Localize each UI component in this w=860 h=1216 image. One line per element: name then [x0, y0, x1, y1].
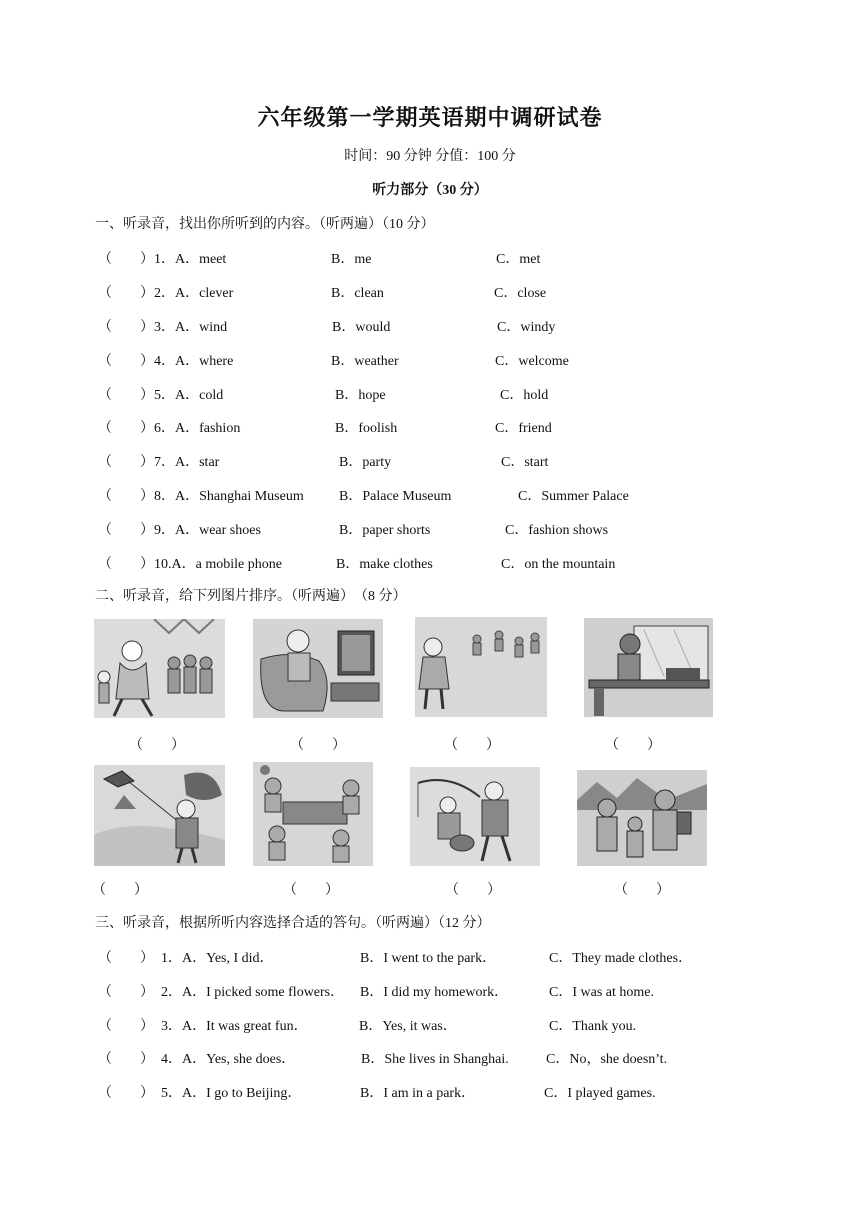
option-c: C．close: [494, 286, 547, 301]
exam-subtitle: 时间：90 分钟 分值：100 分: [344, 149, 516, 164]
answer-paren[interactable]: （ ）: [614, 883, 670, 898]
exam-title: 六年级第一学期英语期中调研试卷: [257, 105, 603, 130]
answer-paren[interactable]: （ ）: [290, 738, 346, 753]
row-number-option-a: （ ）8．A．Shanghai Museum: [98, 489, 304, 504]
listening-part-heading: 听力部分（30 分）: [372, 183, 488, 198]
option-c: C．I played games.: [544, 1086, 656, 1101]
option-c: C．friend: [495, 421, 552, 436]
option-c: C．welcome: [495, 354, 569, 369]
answer-paren[interactable]: （ ）: [445, 883, 501, 898]
section3-heading: 三、听录音，根据所听内容选择合适的答句。（听两遍）（12 分）: [95, 916, 491, 931]
answer-paren[interactable]: （ ）: [283, 883, 339, 898]
option-c: C．No，she doesn’t.: [546, 1052, 668, 1067]
row-number-option-a: （ ） 3．A．It was great fun．: [98, 1019, 308, 1034]
option-b: B．Yes, it was．: [359, 1019, 457, 1034]
row-number-option-a: （ ）7．A．star: [98, 455, 220, 470]
option-c: C．windy: [497, 320, 556, 335]
option-b: B．clean: [331, 286, 384, 301]
row-number-option-a: （ ）3．A．wind: [98, 320, 228, 335]
row-number-option-a: （ ）6．A．fashion: [98, 421, 241, 436]
option-b: B．Palace Museum: [339, 489, 452, 504]
option-c: C．Summer Palace: [518, 489, 629, 504]
option-c: C．met: [496, 252, 541, 267]
option-b: B．She lives in Shanghai.: [361, 1052, 509, 1067]
option-b: B．I did my homework．: [360, 985, 509, 1000]
answer-paren[interactable]: （ ）: [129, 738, 185, 753]
row-number-option-a: （ ）10.A．a mobile phone: [98, 557, 282, 572]
option-b: B．I went to the park．: [360, 951, 497, 966]
option-b: B．foolish: [335, 421, 398, 436]
option-c: C．They made clothes．: [549, 951, 693, 966]
row-number-option-a: （ ）1．A．meet: [98, 252, 227, 267]
children-picnic-picture: [253, 762, 373, 866]
man-flying-kite-picture: [94, 765, 225, 866]
option-c: C．fashion shows: [505, 523, 609, 538]
option-b: B．I am in a park．: [360, 1086, 476, 1101]
row-number-option-a: （ ） 1．A．Yes, I did．: [98, 951, 274, 966]
option-b: B．would: [332, 320, 391, 335]
row-number-option-a: （ ）5．A．cold: [98, 388, 224, 403]
option-c: C．I was at home.: [549, 985, 654, 1000]
row-number-option-a: （ ） 4．A．Yes, she does．: [98, 1052, 296, 1067]
option-c: C．on the mountain: [501, 557, 616, 572]
girl-at-computer-picture: [584, 618, 713, 717]
section1-heading: 一、听录音，找出你所听到的内容。（听两遍）（10 分）: [95, 217, 435, 232]
row-number-option-a: （ ） 5．A．I go to Beijing．: [98, 1086, 302, 1101]
section2-heading: 二、听录音，给下列图片排序。（听两遍） （8 分）: [95, 589, 407, 604]
row-number-option-a: （ ）9．A．wear shoes: [98, 523, 261, 538]
option-b: B．paper shorts: [339, 523, 431, 538]
family-hiking-picture: [577, 770, 707, 866]
row-number-option-a: （ ） 2．A．I picked some flowers．: [98, 985, 345, 1000]
row-number-option-a: （ ）2．A．clever: [98, 286, 234, 301]
row-number-option-a: （ ）4．A．where: [98, 354, 234, 369]
option-c: C．Thank you.: [549, 1019, 637, 1034]
option-b: B．me: [331, 252, 372, 267]
option-b: B．party: [339, 455, 392, 470]
girl-shouting-picture: [415, 617, 547, 717]
option-c: C．start: [501, 455, 549, 470]
option-b: B．weather: [331, 354, 399, 369]
answer-paren[interactable]: （ ）: [444, 738, 500, 753]
option-b: B．hope: [335, 388, 386, 403]
answer-paren[interactable]: （ ）: [92, 883, 148, 898]
santa-party-picture: [94, 619, 225, 718]
people-fishing-picture: [410, 767, 540, 866]
option-b: B．make clothes: [336, 557, 433, 572]
boy-watching-tv-picture: [253, 619, 383, 718]
option-c: C．hold: [500, 388, 549, 403]
answer-paren[interactable]: （ ）: [605, 738, 661, 753]
